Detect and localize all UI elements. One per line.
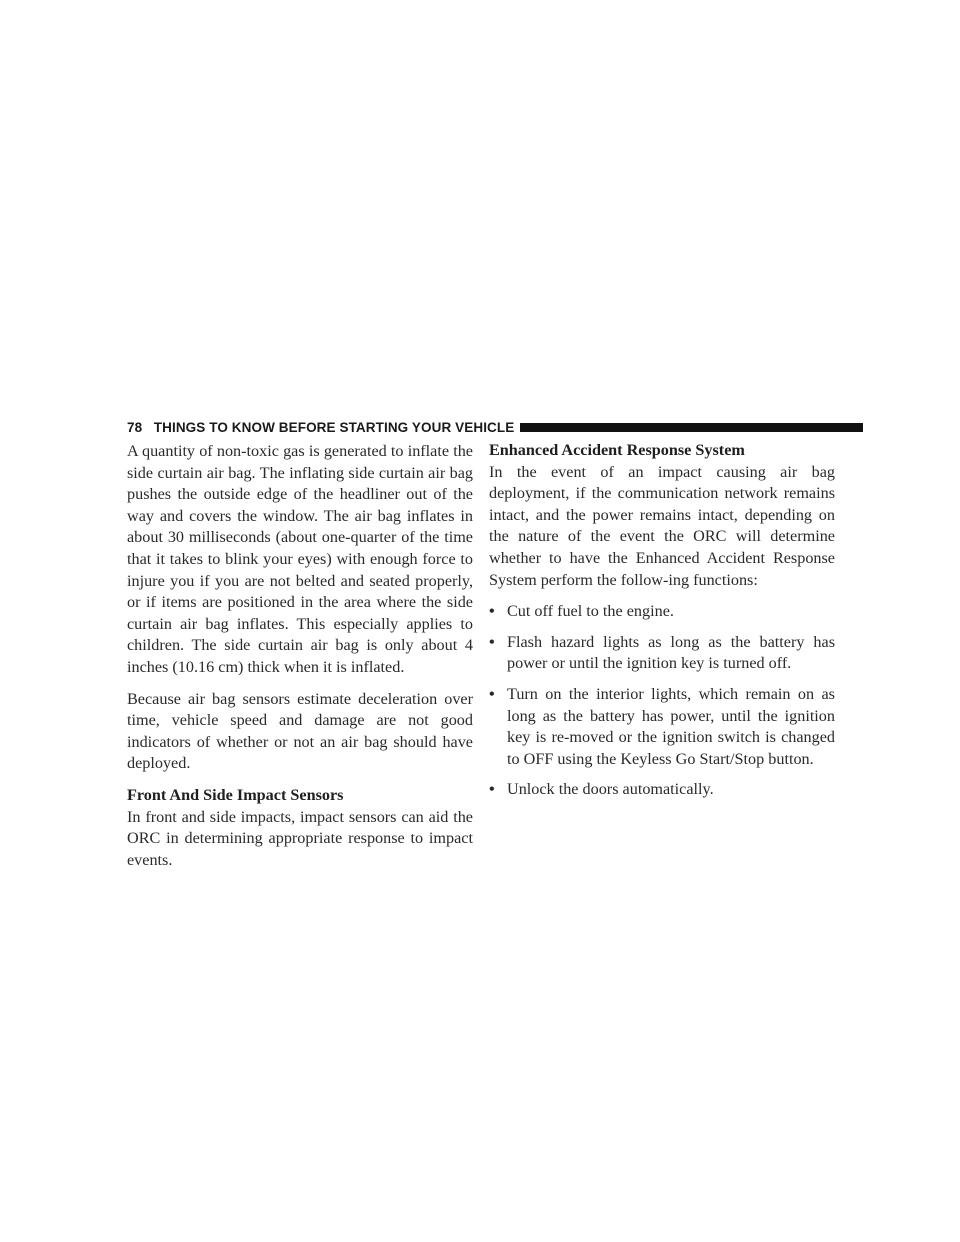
bullet-icon: • [489, 632, 495, 651]
bullet-icon: • [489, 602, 495, 621]
page-number: 78 [127, 419, 143, 435]
bullet-icon: • [489, 684, 495, 703]
eacr-intro-paragraph: In the event of an impact causing air bag deployment, if the communication network remains intact, and the power remains intact, depending on the nature of the event the ORC will determine whether to have the Enhanced Accident Response System perform the follow-ing functions: [489, 462, 835, 589]
list-item [489, 779, 835, 801]
front-side-impact-heading: Front And Side Impact Sensors [127, 785, 344, 804]
section-title: THINGS TO KNOW BEFORE STARTING YOUR VEHICLE [153, 419, 515, 435]
header-rule [520, 423, 863, 432]
enhanced-accident-response-heading: Enhanced Accident Response System [489, 441, 745, 459]
side-curtain-paragraph: A quantity of non-toxic gas is generated to inflate the side curtain air bag. The inflating side curtain air bag pushes the outside edge of the headliner out of the way and covers the window. The air bag inflates in about 30 milliseconds (about one-quarter of the time that it takes to blink your eyes) with enough force to injure you if you are not belted and seated properly, or if items are positioned in the area where the side curtain air bag inflates. This especially applies to children. The side curtain air bag is only about 4 inches (10.16 cm) thick when it is inflated. [127, 442, 473, 676]
list-item-text: Flash hazard lights as long as the battery has power or until the ignition key is turned off. [507, 632, 835, 673]
left-column [127, 441, 473, 881]
list-item-text: Cut off fuel to the engine. [507, 602, 674, 621]
bullet-icon: • [489, 780, 495, 799]
list-item-text: Turn on the interior lights, which remain on as long as the battery has power, until the ignition key is re-moved or the ignition switch is changed to OFF using the Keyless Go Start/Stop button. [507, 684, 835, 768]
right-column [489, 441, 835, 810]
sensors-paragraph: Because air bag sensors estimate deceleration over time, vehicle speed and damage are not good indicators of whether or not an air bag should have deployed. [127, 689, 473, 773]
list-item [489, 601, 835, 623]
impact-sensors-paragraph: In front and side impacts, impact sensors can aid the ORC in determining appropriate response to impact events. [127, 807, 473, 869]
list-item-text: Unlock the doors automatically. [507, 780, 714, 799]
eacr-function-list [489, 601, 835, 801]
list-item [489, 632, 835, 675]
page-header-text [127, 420, 520, 435]
list-item [489, 684, 835, 770]
page-header [127, 417, 863, 437]
